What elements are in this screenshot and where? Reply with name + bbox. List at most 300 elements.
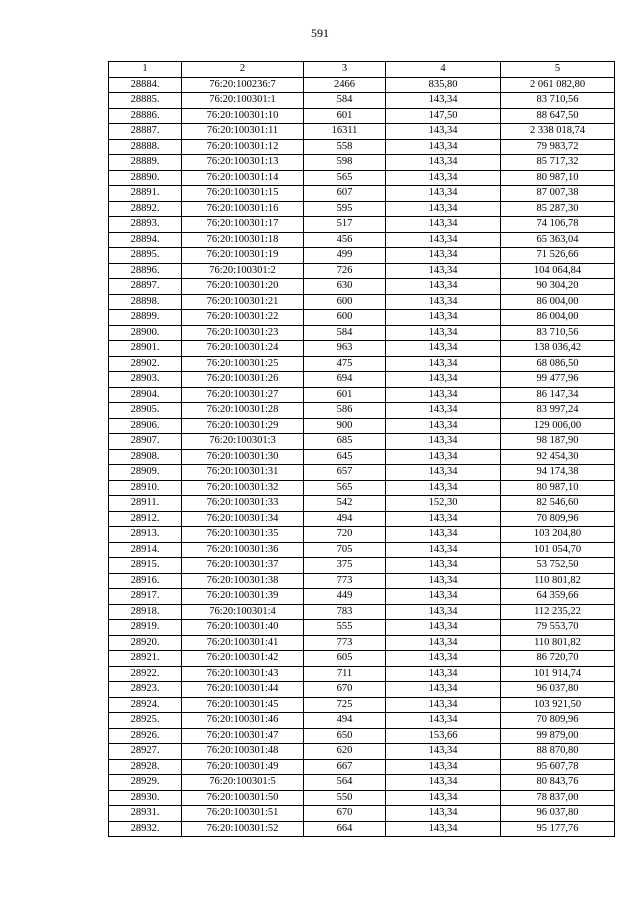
- area-cell: 773: [304, 573, 386, 589]
- specific-value-cell: 143,34: [386, 589, 501, 605]
- table-row: [109, 651, 615, 667]
- cadastral-number-cell: 76:20:100301:27: [182, 387, 304, 403]
- table-row: [109, 108, 615, 124]
- area-cell: 773: [304, 635, 386, 651]
- area-cell: 705: [304, 542, 386, 558]
- cadastral-number-cell: 76:20:100301:34: [182, 511, 304, 527]
- row-number-cell: 28894.: [109, 232, 182, 248]
- cadastral-number-cell: 76:20:100301:36: [182, 542, 304, 558]
- row-number-cell: 28916.: [109, 573, 182, 589]
- column-header-4: 4: [386, 62, 501, 78]
- specific-value-cell: 143,34: [386, 124, 501, 140]
- cadastral-value-cell: 94 174,38: [501, 465, 615, 481]
- cadastral-number-cell: 76:20:100301:46: [182, 713, 304, 729]
- area-cell: 499: [304, 248, 386, 264]
- row-number-cell: 28898.: [109, 294, 182, 310]
- area-cell: 726: [304, 263, 386, 279]
- table-row: [109, 93, 615, 109]
- table-row: [109, 449, 615, 465]
- row-number-cell: 28931.: [109, 806, 182, 822]
- cadastral-value-cell: 138 036,42: [501, 341, 615, 357]
- column-header-1: 1: [109, 62, 182, 78]
- column-header-2: 2: [182, 62, 304, 78]
- table-row: [109, 232, 615, 248]
- row-number-cell: 28919.: [109, 620, 182, 636]
- cadastral-value-cell: 95 177,76: [501, 821, 615, 837]
- specific-value-cell: 835,80: [386, 77, 501, 93]
- cadastral-number-cell: 76:20:100301:28: [182, 403, 304, 419]
- row-number-cell: 28917.: [109, 589, 182, 605]
- table-row: [109, 310, 615, 326]
- cadastral-value-cell: 99 879,00: [501, 728, 615, 744]
- cadastral-number-cell: 76:20:100301:43: [182, 666, 304, 682]
- cadastral-number-cell: 76:20:100301:12: [182, 139, 304, 155]
- table-row: [109, 790, 615, 806]
- cadastral-value-cell: 99 477,96: [501, 372, 615, 388]
- specific-value-cell: 143,34: [386, 93, 501, 109]
- cadastral-value-cell: 68 086,50: [501, 356, 615, 372]
- specific-value-cell: 153,66: [386, 728, 501, 744]
- row-number-cell: 28887.: [109, 124, 182, 140]
- row-number-cell: 28889.: [109, 155, 182, 171]
- cadastral-value-cell: 85 717,32: [501, 155, 615, 171]
- specific-value-cell: 147,50: [386, 108, 501, 124]
- cadastral-value-cell: 80 987,10: [501, 170, 615, 186]
- column-header-3: 3: [304, 62, 386, 78]
- specific-value-cell: 143,34: [386, 465, 501, 481]
- specific-value-cell: 143,34: [386, 232, 501, 248]
- table-row: [109, 325, 615, 341]
- row-number-cell: 28899.: [109, 310, 182, 326]
- cadastral-value-cell: 83 997,24: [501, 403, 615, 419]
- table-row: [109, 511, 615, 527]
- cadastral-number-cell: 76:20:100301:30: [182, 449, 304, 465]
- cadastral-number-cell: 76:20:100301:32: [182, 480, 304, 496]
- table-row: [109, 387, 615, 403]
- row-number-cell: 28895.: [109, 248, 182, 264]
- specific-value-cell: 143,34: [386, 511, 501, 527]
- specific-value-cell: 143,34: [386, 294, 501, 310]
- cadastral-number-cell: 76:20:100301:15: [182, 186, 304, 202]
- row-number-cell: 28915.: [109, 558, 182, 574]
- area-cell: 963: [304, 341, 386, 357]
- cadastral-value-cell: 71 526,66: [501, 248, 615, 264]
- specific-value-cell: 143,34: [386, 310, 501, 326]
- row-number-cell: 28897.: [109, 279, 182, 295]
- area-cell: 667: [304, 759, 386, 775]
- cadastral-value-cell: 83 710,56: [501, 325, 615, 341]
- area-cell: 584: [304, 93, 386, 109]
- area-cell: 685: [304, 434, 386, 450]
- area-cell: 645: [304, 449, 386, 465]
- cadastral-value-cell: 64 359,66: [501, 589, 615, 605]
- row-number-cell: 28884.: [109, 77, 182, 93]
- table-row: [109, 139, 615, 155]
- specific-value-cell: 143,34: [386, 713, 501, 729]
- cadastral-number-cell: 76:20:100301:10: [182, 108, 304, 124]
- area-cell: 375: [304, 558, 386, 574]
- table-row: [109, 155, 615, 171]
- cadastral-value-cell: 79 553,70: [501, 620, 615, 636]
- specific-value-cell: 143,34: [386, 759, 501, 775]
- specific-value-cell: 143,34: [386, 418, 501, 434]
- table-row: [109, 124, 615, 140]
- table-row: [109, 744, 615, 760]
- table-row: [109, 558, 615, 574]
- row-number-cell: 28918.: [109, 604, 182, 620]
- specific-value-cell: 143,34: [386, 325, 501, 341]
- row-number-cell: 28896.: [109, 263, 182, 279]
- specific-value-cell: 143,34: [386, 279, 501, 295]
- cadastral-number-cell: 76:20:100301:5: [182, 775, 304, 791]
- specific-value-cell: 143,34: [386, 480, 501, 496]
- cadastral-value-cell: 92 454,30: [501, 449, 615, 465]
- cadastral-number-cell: 76:20:100301:26: [182, 372, 304, 388]
- table-row: [109, 403, 615, 419]
- row-number-cell: 28908.: [109, 449, 182, 465]
- table-row: [109, 604, 615, 620]
- table-row: [109, 589, 615, 605]
- row-number-cell: 28890.: [109, 170, 182, 186]
- cadastral-value-cell: 70 809,96: [501, 713, 615, 729]
- table-row: [109, 682, 615, 698]
- specific-value-cell: 143,34: [386, 573, 501, 589]
- table-row: [109, 542, 615, 558]
- cadastral-number-cell: 76:20:100301:29: [182, 418, 304, 434]
- row-number-cell: 28910.: [109, 480, 182, 496]
- cadastral-value-cell: 96 037,80: [501, 682, 615, 698]
- cadastral-value-cell: 88 870,80: [501, 744, 615, 760]
- area-cell: 601: [304, 108, 386, 124]
- table-body: [109, 77, 615, 837]
- cadastral-value-cell: 87 007,38: [501, 186, 615, 202]
- table-row: [109, 635, 615, 651]
- area-cell: 600: [304, 310, 386, 326]
- cadastral-number-cell: 76:20:100301:51: [182, 806, 304, 822]
- table-row: [109, 821, 615, 837]
- area-cell: 456: [304, 232, 386, 248]
- cadastral-value-cell: 98 187,90: [501, 434, 615, 450]
- cadastral-number-cell: 76:20:100301:47: [182, 728, 304, 744]
- area-cell: 584: [304, 325, 386, 341]
- table-row: [109, 527, 615, 543]
- area-cell: 475: [304, 356, 386, 372]
- cadastral-value-cell: 78 837,00: [501, 790, 615, 806]
- area-cell: 564: [304, 775, 386, 791]
- specific-value-cell: 143,34: [386, 170, 501, 186]
- specific-value-cell: 143,34: [386, 139, 501, 155]
- area-cell: 550: [304, 790, 386, 806]
- cadastral-number-cell: 76:20:100301:31: [182, 465, 304, 481]
- specific-value-cell: 143,34: [386, 620, 501, 636]
- specific-value-cell: 143,34: [386, 434, 501, 450]
- specific-value-cell: 143,34: [386, 186, 501, 202]
- specific-value-cell: 143,34: [386, 155, 501, 171]
- table-row: [109, 356, 615, 372]
- area-cell: 565: [304, 480, 386, 496]
- row-number-cell: 28922.: [109, 666, 182, 682]
- row-number-cell: 28906.: [109, 418, 182, 434]
- specific-value-cell: 143,34: [386, 372, 501, 388]
- cadastral-number-cell: 76:20:100301:50: [182, 790, 304, 806]
- cadastral-value-cell: 80 843,76: [501, 775, 615, 791]
- cadastral-value-cell: 103 204,80: [501, 527, 615, 543]
- cadastral-value-cell: 129 006,00: [501, 418, 615, 434]
- table-row: [109, 170, 615, 186]
- cadastral-number-cell: 76:20:100301:14: [182, 170, 304, 186]
- cadastral-number-cell: 76:20:100301:22: [182, 310, 304, 326]
- row-number-cell: 28911.: [109, 496, 182, 512]
- specific-value-cell: 143,34: [386, 387, 501, 403]
- row-number-cell: 28909.: [109, 465, 182, 481]
- cadastral-value-cell: 82 546,60: [501, 496, 615, 512]
- cadastral-number-cell: 76:20:100301:41: [182, 635, 304, 651]
- area-cell: 517: [304, 217, 386, 233]
- cadastral-value-table: [108, 61, 615, 837]
- area-cell: 720: [304, 527, 386, 543]
- cadastral-value-cell: 85 287,30: [501, 201, 615, 217]
- row-number-cell: 28904.: [109, 387, 182, 403]
- cadastral-number-cell: 76:20:100301:48: [182, 744, 304, 760]
- cadastral-value-cell: 101 054,70: [501, 542, 615, 558]
- specific-value-cell: 143,34: [386, 790, 501, 806]
- cadastral-number-cell: 76:20:100301:40: [182, 620, 304, 636]
- specific-value-cell: 143,34: [386, 449, 501, 465]
- table-row: [109, 341, 615, 357]
- cadastral-number-cell: 76:20:100301:18: [182, 232, 304, 248]
- table-row: [109, 77, 615, 93]
- table-header-row: [109, 62, 615, 78]
- area-cell: 607: [304, 186, 386, 202]
- table-row: [109, 480, 615, 496]
- specific-value-cell: 143,34: [386, 651, 501, 667]
- cadastral-number-cell: 76:20:100301:19: [182, 248, 304, 264]
- cadastral-number-cell: 76:20:100301:42: [182, 651, 304, 667]
- cadastral-number-cell: 76:20:100301:33: [182, 496, 304, 512]
- table-row: [109, 294, 615, 310]
- table-row: [109, 775, 615, 791]
- cadastral-number-cell: 76:20:100301:20: [182, 279, 304, 295]
- row-number-cell: 28905.: [109, 403, 182, 419]
- specific-value-cell: 143,34: [386, 635, 501, 651]
- cadastral-number-cell: 76:20:100301:17: [182, 217, 304, 233]
- cadastral-value-cell: 2 061 082,80: [501, 77, 615, 93]
- cadastral-value-cell: 110 801,82: [501, 573, 615, 589]
- cadastral-number-cell: 76:20:100301:39: [182, 589, 304, 605]
- specific-value-cell: 143,34: [386, 604, 501, 620]
- row-number-cell: 28886.: [109, 108, 182, 124]
- table-row: [109, 418, 615, 434]
- row-number-cell: 28927.: [109, 744, 182, 760]
- cadastral-number-cell: 76:20:100301:11: [182, 124, 304, 140]
- row-number-cell: 28903.: [109, 372, 182, 388]
- specific-value-cell: 143,34: [386, 201, 501, 217]
- row-number-cell: 28900.: [109, 325, 182, 341]
- cadastral-number-cell: 76:20:100236:7: [182, 77, 304, 93]
- table-row: [109, 620, 615, 636]
- cadastral-number-cell: 76:20:100301:49: [182, 759, 304, 775]
- area-cell: 555: [304, 620, 386, 636]
- cadastral-number-cell: 76:20:100301:38: [182, 573, 304, 589]
- cadastral-number-cell: 76:20:100301:24: [182, 341, 304, 357]
- cadastral-value-cell: 103 921,50: [501, 697, 615, 713]
- cadastral-number-cell: 76:20:100301:1: [182, 93, 304, 109]
- area-cell: 694: [304, 372, 386, 388]
- area-cell: 725: [304, 697, 386, 713]
- area-cell: 620: [304, 744, 386, 760]
- specific-value-cell: 143,34: [386, 341, 501, 357]
- table-row: [109, 217, 615, 233]
- row-number-cell: 28907.: [109, 434, 182, 450]
- specific-value-cell: 143,34: [386, 527, 501, 543]
- specific-value-cell: 143,34: [386, 666, 501, 682]
- row-number-cell: 28891.: [109, 186, 182, 202]
- table-row: [109, 186, 615, 202]
- cadastral-value-cell: 70 809,96: [501, 511, 615, 527]
- cadastral-number-cell: 76:20:100301:2: [182, 263, 304, 279]
- row-number-cell: 28892.: [109, 201, 182, 217]
- cadastral-number-cell: 76:20:100301:25: [182, 356, 304, 372]
- table-row: [109, 573, 615, 589]
- table-row: [109, 496, 615, 512]
- row-number-cell: 28893.: [109, 217, 182, 233]
- specific-value-cell: 143,34: [386, 682, 501, 698]
- cadastral-value-cell: 104 064,84: [501, 263, 615, 279]
- table-row: [109, 759, 615, 775]
- specific-value-cell: 143,34: [386, 697, 501, 713]
- row-number-cell: 28925.: [109, 713, 182, 729]
- cadastral-value-cell: 79 983,72: [501, 139, 615, 155]
- area-cell: 558: [304, 139, 386, 155]
- specific-value-cell: 143,34: [386, 744, 501, 760]
- cadastral-number-cell: 76:20:100301:16: [182, 201, 304, 217]
- row-number-cell: 28901.: [109, 341, 182, 357]
- row-number-cell: 28926.: [109, 728, 182, 744]
- table-row: [109, 279, 615, 295]
- area-cell: 670: [304, 806, 386, 822]
- row-number-cell: 28930.: [109, 790, 182, 806]
- specific-value-cell: 143,34: [386, 263, 501, 279]
- cadastral-value-cell: 80 987,10: [501, 480, 615, 496]
- row-number-cell: 28929.: [109, 775, 182, 791]
- area-cell: 670: [304, 682, 386, 698]
- cadastral-number-cell: 76:20:100301:44: [182, 682, 304, 698]
- area-cell: 449: [304, 589, 386, 605]
- row-number-cell: 28923.: [109, 682, 182, 698]
- row-number-cell: 28912.: [109, 511, 182, 527]
- cadastral-number-cell: 76:20:100301:3: [182, 434, 304, 450]
- area-cell: 542: [304, 496, 386, 512]
- area-cell: 711: [304, 666, 386, 682]
- area-cell: 565: [304, 170, 386, 186]
- specific-value-cell: 143,34: [386, 217, 501, 233]
- table-row: [109, 713, 615, 729]
- cadastral-value-cell: 74 106,78: [501, 217, 615, 233]
- table-row: [109, 728, 615, 744]
- cadastral-number-cell: 76:20:100301:35: [182, 527, 304, 543]
- table-row: [109, 465, 615, 481]
- area-cell: 2466: [304, 77, 386, 93]
- cadastral-number-cell: 76:20:100301:52: [182, 821, 304, 837]
- area-cell: 664: [304, 821, 386, 837]
- cadastral-value-cell: 90 304,20: [501, 279, 615, 295]
- specific-value-cell: 143,34: [386, 403, 501, 419]
- cadastral-value-cell: 95 607,78: [501, 759, 615, 775]
- cadastral-value-cell: 83 710,56: [501, 93, 615, 109]
- table-row: [109, 806, 615, 822]
- cadastral-number-cell: 76:20:100301:37: [182, 558, 304, 574]
- area-cell: 650: [304, 728, 386, 744]
- cadastral-value-cell: 2 338 018,74: [501, 124, 615, 140]
- row-number-cell: 28885.: [109, 93, 182, 109]
- row-number-cell: 28920.: [109, 635, 182, 651]
- area-cell: 630: [304, 279, 386, 295]
- area-cell: 494: [304, 713, 386, 729]
- specific-value-cell: 143,34: [386, 806, 501, 822]
- table-row: [109, 372, 615, 388]
- area-cell: 600: [304, 294, 386, 310]
- area-cell: 595: [304, 201, 386, 217]
- cadastral-number-cell: 76:20:100301:13: [182, 155, 304, 171]
- cadastral-value-cell: 86 004,00: [501, 294, 615, 310]
- row-number-cell: 28921.: [109, 651, 182, 667]
- specific-value-cell: 143,34: [386, 356, 501, 372]
- cadastral-value-cell: 112 235,22: [501, 604, 615, 620]
- row-number-cell: 28914.: [109, 542, 182, 558]
- table-row: [109, 248, 615, 264]
- area-cell: 494: [304, 511, 386, 527]
- cadastral-value-cell: 53 752,50: [501, 558, 615, 574]
- cadastral-value-cell: 101 914,74: [501, 666, 615, 682]
- cadastral-value-cell: 65 363,04: [501, 232, 615, 248]
- cadastral-number-cell: 76:20:100301:23: [182, 325, 304, 341]
- cadastral-value-cell: 86 720,70: [501, 651, 615, 667]
- row-number-cell: 28928.: [109, 759, 182, 775]
- table-row: [109, 666, 615, 682]
- row-number-cell: 28913.: [109, 527, 182, 543]
- row-number-cell: 28902.: [109, 356, 182, 372]
- table-row: [109, 697, 615, 713]
- column-header-5: 5: [501, 62, 615, 78]
- table-row: [109, 201, 615, 217]
- area-cell: 16311: [304, 124, 386, 140]
- cadastral-number-cell: 76:20:100301:4: [182, 604, 304, 620]
- specific-value-cell: 143,34: [386, 775, 501, 791]
- table-row: [109, 263, 615, 279]
- cadastral-value-cell: 96 037,80: [501, 806, 615, 822]
- specific-value-cell: 143,34: [386, 821, 501, 837]
- cadastral-value-cell: 110 801,82: [501, 635, 615, 651]
- area-cell: 783: [304, 604, 386, 620]
- cadastral-value-cell: 86 004,00: [501, 310, 615, 326]
- specific-value-cell: 143,34: [386, 558, 501, 574]
- specific-value-cell: 143,34: [386, 542, 501, 558]
- cadastral-number-cell: 76:20:100301:45: [182, 697, 304, 713]
- table-row: [109, 434, 615, 450]
- specific-value-cell: 143,34: [386, 248, 501, 264]
- cadastral-value-cell: 86 147,34: [501, 387, 615, 403]
- row-number-cell: 28888.: [109, 139, 182, 155]
- specific-value-cell: 152,30: [386, 496, 501, 512]
- area-cell: 900: [304, 418, 386, 434]
- row-number-cell: 28932.: [109, 821, 182, 837]
- page-number: 591: [311, 26, 329, 40]
- area-cell: 601: [304, 387, 386, 403]
- row-number-cell: 28924.: [109, 697, 182, 713]
- area-cell: 598: [304, 155, 386, 171]
- area-cell: 657: [304, 465, 386, 481]
- area-cell: 605: [304, 651, 386, 667]
